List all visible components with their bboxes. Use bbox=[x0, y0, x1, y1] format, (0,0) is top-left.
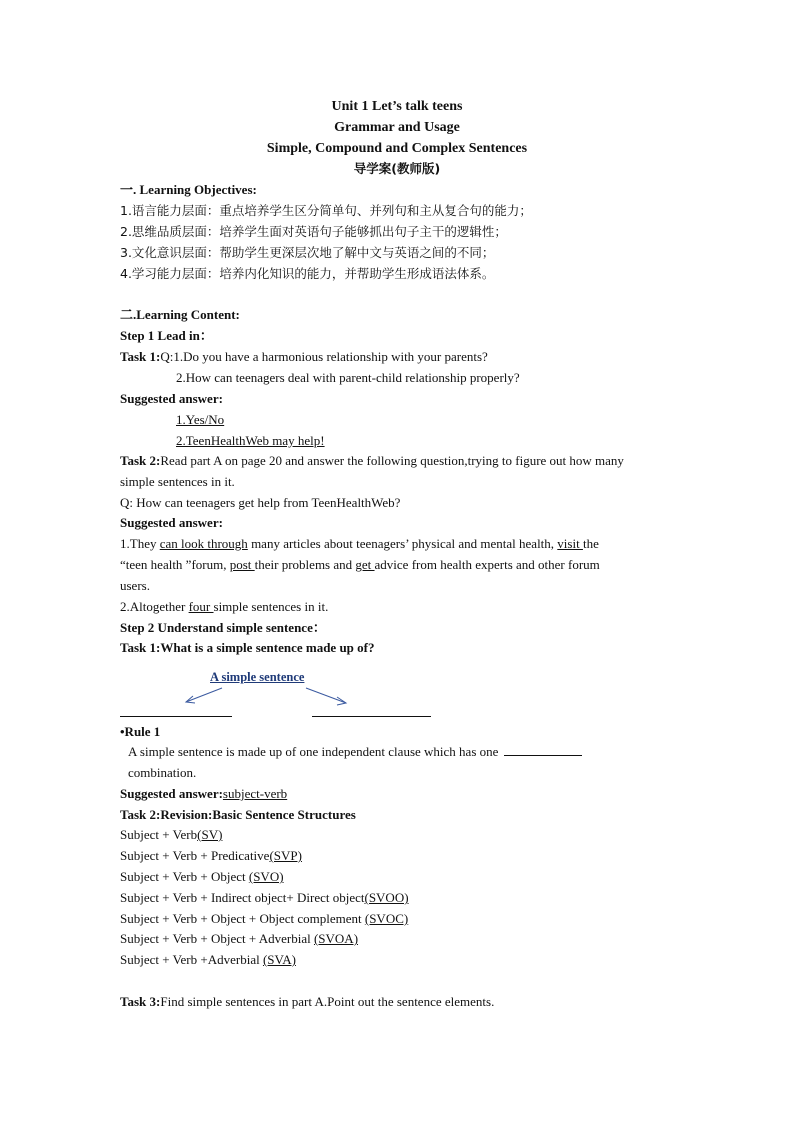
task2-text-cont: simple sentences in it. bbox=[120, 474, 235, 489]
answer-text: the bbox=[582, 536, 599, 551]
answer-underline: get bbox=[355, 557, 375, 572]
objective-item: 2.思维品质层面：培养学生面对英语句子能够抓出句子主干的逻辑性； bbox=[120, 224, 507, 239]
diagram-title: A simple sentence bbox=[210, 670, 305, 684]
structure-text: Subject + Verb +Adverbial bbox=[120, 952, 263, 967]
answer-text: advice from health experts and other forum bbox=[374, 557, 600, 572]
objective-item: 1.语言能力层面：重点培养学生区分简单句、并列句和主从复合句的能力； bbox=[120, 203, 532, 218]
diagram-blank-left bbox=[120, 716, 232, 717]
answer-item: 2.TeenHealthWeb may help! bbox=[176, 433, 325, 448]
suggested-answer-value: subject-verb bbox=[222, 786, 288, 801]
suggested-answer-label: Suggested answer: bbox=[120, 786, 223, 801]
task-label: Task 3: bbox=[120, 994, 161, 1009]
structure-text: Subject + Verb + Object + Object complement bbox=[120, 911, 365, 926]
structure-text: Subject + Verb + Object + Adverbial bbox=[120, 931, 314, 946]
topic-title: Simple, Compound and Complex Sentences bbox=[266, 141, 528, 156]
answer-text: “teen health ”forum, bbox=[120, 557, 230, 572]
structure-row bbox=[120, 847, 302, 865]
answer-text: many articles about teenagers’ physical and mental health, bbox=[247, 536, 558, 551]
objective-item: 3.文化意识层面：帮助学生更深层次地了解中文与英语之间的不同； bbox=[120, 245, 495, 260]
answer-text: their problems and bbox=[254, 557, 356, 572]
structure-row bbox=[120, 889, 409, 907]
step2-task1: Task 1:What is a simple sentence made up of? bbox=[120, 640, 375, 655]
rule-blank bbox=[504, 743, 582, 756]
rule-text-cont: combination. bbox=[128, 765, 197, 780]
left-arrow-line bbox=[186, 688, 222, 702]
answer-text: simple sentences in it. bbox=[213, 599, 329, 614]
structure-row bbox=[120, 910, 408, 928]
rule-title: •Rule 1 bbox=[120, 724, 161, 739]
doc-type: 导学案(教师版) bbox=[353, 161, 441, 176]
unit-title: Unit 1 Let’s talk teens bbox=[331, 99, 463, 114]
task2-revision: Task 2:Revision:Basic Sentence Structures bbox=[120, 807, 356, 822]
answer-underline: can look through bbox=[159, 536, 248, 551]
objectives-heading: 一. Learning Objectives: bbox=[120, 182, 257, 197]
answer-underline: post bbox=[229, 557, 255, 572]
structure-text: Subject + Verb + Predicative bbox=[120, 848, 270, 863]
suggested-answer-label: Suggested answer: bbox=[120, 515, 223, 530]
diagram-blank-right bbox=[312, 716, 431, 717]
task2-text: Read part A on page 20 and answer the following question,trying to figure out how many bbox=[160, 453, 624, 468]
structure-abbr: (SVP) bbox=[269, 848, 302, 863]
structure-abbr: (SVOA) bbox=[313, 931, 359, 946]
structure-text: Subject + Verb bbox=[120, 827, 198, 842]
structure-row bbox=[120, 826, 222, 844]
answer-text: 1.They bbox=[120, 536, 160, 551]
subtitle: Grammar and Usage bbox=[334, 120, 460, 135]
structure-row bbox=[120, 951, 296, 969]
answer-text: 2.Altogether bbox=[120, 599, 189, 614]
structure-abbr: (SV) bbox=[197, 827, 223, 842]
task2-question: Q: How can teenagers get help from TeenHealthWeb? bbox=[120, 495, 401, 510]
suggested-answer-row bbox=[120, 785, 287, 803]
structure-text: Subject + Verb + Indirect object+ Direct object bbox=[120, 890, 365, 905]
suggested-answer-label: Suggested answer: bbox=[120, 391, 223, 406]
objective-item: 4.学习能力层面：培养内化知识的能力，并帮助学生形成语法体系。 bbox=[120, 266, 495, 281]
task1-question1: Q:1.Do you have a harmonious relationship with your parents? bbox=[160, 349, 488, 364]
task3-row bbox=[120, 993, 494, 1011]
structure-abbr: (SVA) bbox=[262, 952, 296, 967]
structure-abbr: (SVO) bbox=[248, 869, 284, 884]
structure-text: Subject + Verb + Object bbox=[120, 869, 249, 884]
structure-row bbox=[120, 868, 284, 886]
structure-row bbox=[120, 930, 358, 948]
structure-abbr: (SVOO) bbox=[364, 890, 409, 905]
task-label: Task 1: bbox=[120, 349, 161, 364]
task-label: Task 2: bbox=[120, 453, 161, 468]
task1-question2: 2.How can teenagers deal with parent-child relationship properly? bbox=[176, 370, 520, 385]
right-arrow-line bbox=[306, 688, 346, 703]
rule-text-body: A simple sentence is made up of one independent clause which has one bbox=[128, 744, 499, 759]
step2-title: Step 2 Understand simple sentence： bbox=[120, 620, 326, 635]
step1-title: Step 1 Lead in： bbox=[120, 328, 213, 343]
content-heading: 二.Learning Content: bbox=[120, 307, 240, 322]
structure-abbr: (SVOC) bbox=[364, 911, 409, 926]
answer-line: users. bbox=[120, 578, 150, 593]
answer-underline: four bbox=[188, 599, 214, 614]
answer-underline: visit bbox=[557, 536, 583, 551]
answer-item: 1.Yes/No bbox=[176, 412, 225, 427]
rule-text bbox=[128, 743, 582, 761]
task3-text: Find simple sentences in part A.Point out the sentence elements. bbox=[160, 994, 495, 1009]
